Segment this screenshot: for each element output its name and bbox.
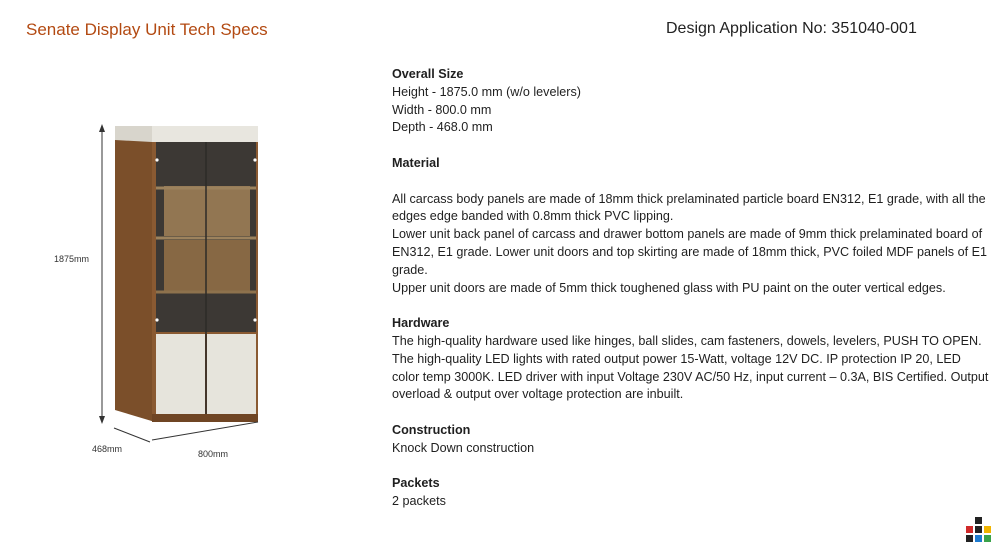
brand-logo-icon [966, 517, 992, 543]
material-text-lower-unit: Lower unit back panel of carcass and drawer bottom panels are made of 9mm thick prelaminated board of EN312, E1 grade. Lower unit doors and top skirting are made of 18mm thick, PVC foiled MDF panels of E1 grade. [392, 227, 988, 277]
cabinet-illustration [40, 110, 280, 470]
packets-text: 2 packets [392, 494, 446, 509]
depth-dimension-label: 468mm [92, 444, 123, 454]
overall-size-heading: Overall Size [392, 67, 464, 81]
lower-door-left [156, 334, 205, 414]
width-dimension-label: 800mm [198, 449, 229, 459]
material-text-carcass: All carcass body panels are made of 18mm thick prelaminated particle board EN312, E1 grade, with all the edges edge banded with 0.8mm thick PVC lipping. [392, 191, 986, 224]
hardware-heading: Hardware [392, 316, 450, 331]
height-dimension-label: 1875mm [54, 254, 90, 264]
height-spec: Height - 1875.0 mm (w/o levelers) [392, 84, 581, 99]
cabinet-side-panel [115, 128, 155, 422]
hardware-text: The high-quality hardware used like hinges, ball slides, cam fasteners, dowels, levelers, PUSH TO OPEN. The high-quality LED lights with rated output power 15-Watt, voltage 12V DC. IP protection IP 20, LED color temp 3000K. LED driver with input Voltage 230V AC/50 Hz, input current – 0.3A, BIS Certified. Output overload & output over voltage protection are inbuilt. [392, 333, 989, 402]
construction-heading: Construction [392, 422, 471, 437]
depth-spec: Depth - 468.0 mm [392, 120, 493, 135]
width-spec: Width - 800.0 mm [392, 102, 492, 117]
cabinet-top-skirting [152, 126, 258, 142]
material-heading: Material [392, 155, 440, 170]
design-application-number: Design Application No: 351040-001 [666, 20, 917, 37]
cabinet-drawing [40, 110, 280, 470]
material-text-upper-doors: Upper unit doors are made of 5mm thick toughened glass with PU paint on the outer vertical edges. [392, 280, 946, 295]
lower-door-right [207, 334, 256, 414]
construction-text: Knock Down construction [392, 440, 535, 455]
page-title: Senate Display Unit Tech Specs [26, 20, 268, 39]
tech-specs [392, 66, 990, 511]
packets-heading: Packets [392, 476, 440, 491]
